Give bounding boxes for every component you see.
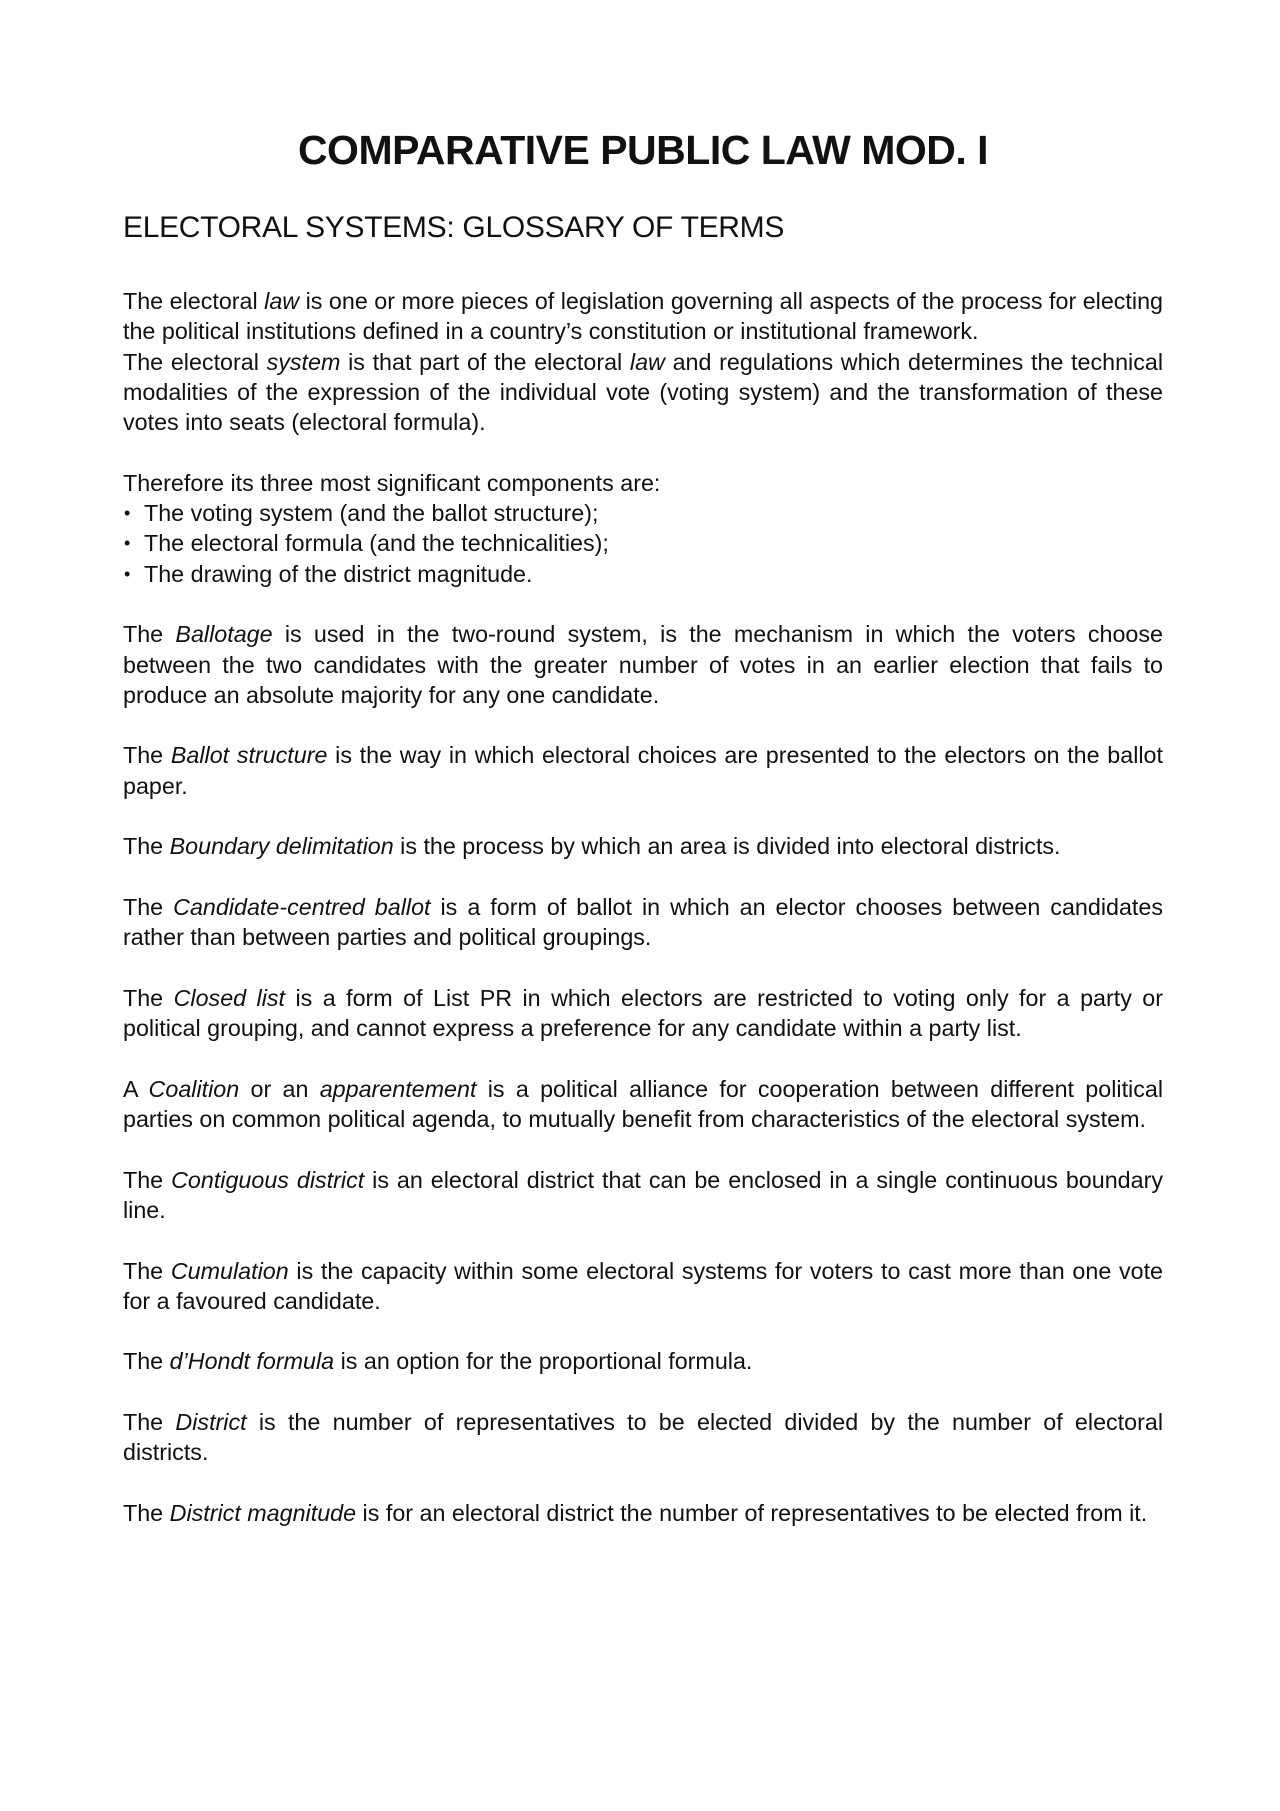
document-body bbox=[123, 286, 1163, 1528]
glossary-entry-cumulation: The Cumulation is the capacity within some electoral systems for voters to cast more than one vote for a favoured candidate. bbox=[123, 1257, 1164, 1314]
glossary-entry-ballot-structure: The Ballot structure is the way in which electoral choices are presented to the electors on the ballot paper. bbox=[123, 742, 1163, 799]
definition-electoral-law: The electoral law is one or more pieces of legislation governing all aspects of the process for electing the political institutions defined in a country’s constitution or institutional framework. bbox=[123, 288, 1163, 345]
glossary-entry-candidate-centred-ballot: The Candidate-centred ballot is a form of ballot in which an elector chooses between candidates rather than between parties and political groupings. bbox=[123, 893, 1163, 951]
definition-electoral-system: The electoral system is that part of the electoral law and regulations which determines the technical modalities of the expression of the individual vote (voting system) and the transformation of these votes into seats (electoral formula). bbox=[123, 348, 1163, 436]
page-title: COMPARATIVE PUBLIC LAW MOD. I bbox=[297, 127, 989, 173]
glossary-entry-closed-list: The Closed list is a form of List PR in which electors are restricted to voting only for a party or political grouping, and cannot express a preference for any candidate within a party list. bbox=[123, 984, 1164, 1042]
glossary-entry-coalition: A Coalition or an apparentement is a political alliance for cooperation between different political parties on common political agenda, to mutually benefit from characteristics of the electoral system. bbox=[123, 1075, 1163, 1133]
components-lead: Therefore its three most significant components are: bbox=[123, 469, 661, 496]
section-heading: ELECTORAL SYSTEMS: GLOSSARY OF TERMS bbox=[123, 211, 785, 244]
glossary-entry-contiguous-district: The Contiguous district is an electoral district that can be enclosed in a single continuous boundary line. bbox=[123, 1166, 1163, 1223]
glossary-entry-district-magnitude: The District magnitude is for an electoral district the number of representatives to be elected from it. bbox=[123, 1499, 1148, 1526]
glossary-entry-dhondt-formula: The d’Hondt formula is an option for the proportional formula. bbox=[123, 1348, 753, 1375]
components-list bbox=[123, 498, 1163, 589]
glossary-entry-boundary-delimitation: The Boundary delimitation is the process by which an area is divided into electoral districts. bbox=[123, 833, 1061, 860]
list-item: • The voting system (and the ballot structure); bbox=[123, 498, 1163, 528]
list-item: • The electoral formula (and the technicalities); bbox=[123, 528, 1163, 558]
list-item: • The drawing of the district magnitude. bbox=[123, 559, 1163, 589]
glossary-entry-ballotage: The Ballotage is used in the two-round system, is the mechanism in which the voters choose between the two candidates with the greater number of votes in an earlier election that fails to produce an absolute majority for any one candidate. bbox=[123, 621, 1163, 708]
glossary-entry-district: The District is the number of representatives to be elected divided by the number of electoral districts. bbox=[123, 1408, 1163, 1466]
